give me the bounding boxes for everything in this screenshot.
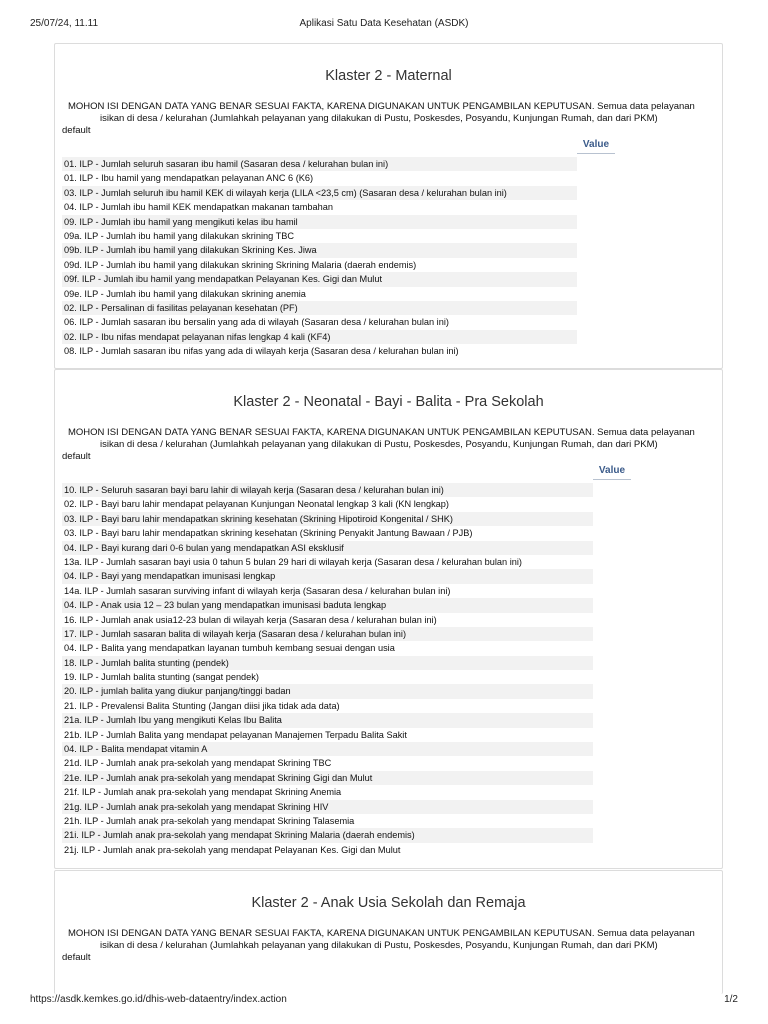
data-element-row: 21f. ILP - Jumlah anak pra-sekolah yang mendapat Skrining Anemia	[62, 785, 593, 799]
data-element-rows	[62, 483, 593, 857]
data-element-row: 16. ILP - Jumlah anak usia12-23 bulan di wilayah kerja (Sasaran desa / kelurahan bulan ini)	[62, 613, 593, 627]
print-page-number: 1/2	[724, 994, 738, 1005]
data-element-row: 04. ILP - Jumlah ibu hamil KEK mendapatkan makanan tambahan	[62, 200, 577, 214]
section-neonatal	[54, 369, 723, 869]
data-element-row: 21. ILP - Prevalensi Balita Stunting (Jangan diisi jika tidak ada data)	[62, 699, 593, 713]
data-element-row: 03. ILP - Bayi baru lahir mendapatkan skrining kesehatan (Skrining Penyakit Jantung Bawaan / PJB)	[62, 526, 593, 540]
data-element-row: 03. ILP - Bayi baru lahir mendapatkan skrining kesehatan (Skrining Hipotiroid Kongenital / SHK)	[62, 512, 593, 526]
data-element-row: 13a. ILP - Jumlah sasaran bayi usia 0 tahun 5 bulan 29 hari di wilayah kerja (Sasaran desa / kelurahan bulan ini)	[62, 555, 593, 569]
notice-line-1: MOHON ISI DENGAN DATA YANG BENAR SESUAI FAKTA, KARENA DIGUNAKAN UNTUK PENGAMBILAN KEPUTUSAN. Semua data pelayanan	[68, 101, 695, 112]
data-element-row: 04. ILP - Bayi kurang dari 0-6 bulan yang mendapatkan ASI eksklusif	[62, 541, 593, 555]
notice-line-1: MOHON ISI DENGAN DATA YANG BENAR SESUAI FAKTA, KARENA DIGUNAKAN UNTUK PENGAMBILAN KEPUTUSAN. Semua data pelayanan	[68, 928, 695, 939]
section-maternal	[54, 43, 723, 369]
print-page-title: Aplikasi Satu Data Kesehatan (ASDK)	[299, 18, 469, 29]
data-element-row: 17. ILP - Jumlah sasaran balita di wilayah kerja (Sasaran desa / kelurahan bulan ini)	[62, 627, 593, 641]
section-school-age	[54, 870, 723, 994]
print-header	[0, 0, 768, 40]
data-element-row: 04. ILP - Bayi yang mendapatkan imunisasi lengkap	[62, 569, 593, 583]
data-element-row: 21e. ILP - Jumlah anak pra-sekolah yang mendapat Skrining Gigi dan Mulut	[62, 771, 593, 785]
data-element-row: 01. ILP - Ibu hamil yang mendapatkan pelayanan ANC 6 (K6)	[62, 171, 577, 185]
data-element-row: 01. ILP - Jumlah seluruh sasaran ibu hamil (Sasaran desa / kelurahan bulan ini)	[62, 157, 577, 171]
data-element-row: 20. ILP - jumlah balita yang diukur panjang/tinggi badan	[62, 684, 593, 698]
section-title: Klaster 2 - Neonatal - Bayi - Balita - Pra Sekolah	[233, 394, 544, 410]
section-notice	[62, 101, 714, 125]
data-element-row: 09. ILP - Jumlah ibu hamil yang mengikuti kelas ibu hamil	[62, 215, 577, 229]
data-element-row: 09b. ILP - Jumlah ibu hamil yang dilakukan Skrining Kes. Jiwa	[62, 243, 577, 257]
data-element-row: 10. ILP - Seluruh sasaran bayi baru lahir di wilayah kerja (Sasaran desa / kelurahan bulan ini)	[62, 483, 593, 497]
data-element-row: 02. ILP - Persalinan di fasilitas pelayanan kesehatan (PF)	[62, 301, 577, 315]
data-element-row: 21h. ILP - Jumlah anak pra-sekolah yang mendapat Skrining Talasemia	[62, 814, 593, 828]
data-element-row: 02. ILP - Bayi baru lahir mendapat pelayanan Kunjungan Neonatal lengkap 3 kali (KN lengkap)	[62, 497, 593, 511]
print-url: https://asdk.kemkes.go.id/dhis-web-dataentry/index.action	[30, 994, 287, 1005]
data-element-row: 09f. ILP - Jumlah ibu hamil yang mendapatkan Pelayanan Kes. Gigi dan Mulut	[62, 272, 577, 286]
data-element-rows	[62, 157, 577, 358]
data-element-row: 19. ILP - Jumlah balita stunting (sangat pendek)	[62, 670, 593, 684]
data-element-row: 21a. ILP - Jumlah Ibu yang mengikuti Kelas Ibu Balita	[62, 713, 593, 727]
section-title: Klaster 2 - Maternal	[325, 68, 452, 84]
value-column-header: Value	[593, 465, 631, 480]
section-notice	[62, 928, 714, 952]
print-datetime: 25/07/24, 11.11	[30, 18, 99, 29]
category-combo-default-label: default	[62, 952, 91, 963]
data-element-row: 08. ILP - Jumlah sasaran ibu nifas yang ada di wilayah kerja (Sasaran desa / kelurahan bulan ini)	[62, 344, 577, 358]
data-element-row: 04. ILP - Balita mendapat vitamin A	[62, 742, 593, 756]
data-element-row: 09d. ILP - Jumlah ibu hamil yang dilakukan skrining Skrining Malaria (daerah endemis)	[62, 258, 577, 272]
category-combo-default-label: default	[62, 125, 91, 136]
notice-line-1: MOHON ISI DENGAN DATA YANG BENAR SESUAI FAKTA, KARENA DIGUNAKAN UNTUK PENGAMBILAN KEPUTUSAN. Semua data pelayanan	[68, 427, 695, 438]
notice-line-2: isikan di desa / kelurahan (Jumlahkah pelayanan yang dilakukan di Pustu, Poskesdes, Posyandu, Kunjungan Rumah, dan dari PKM)	[100, 940, 658, 951]
data-element-row: 21b. ILP - Jumlah Balita yang mendapat pelayanan Manajemen Terpadu Balita Sakit	[62, 728, 593, 742]
data-element-row: 21d. ILP - Jumlah anak pra-sekolah yang mendapat Skrining TBC	[62, 756, 593, 770]
value-column-header: Value	[577, 139, 615, 154]
section-notice	[62, 427, 714, 451]
data-element-row: 02. ILP - Ibu nifas mendapat pelayanan nifas lengkap 4 kali (KF4)	[62, 330, 577, 344]
data-element-row: 21g. ILP - Jumlah anak pra-sekolah yang mendapat Skrining HIV	[62, 800, 593, 814]
data-element-row: 18. ILP - Jumlah balita stunting (pendek)	[62, 656, 593, 670]
data-element-row: 09e. ILP - Jumlah ibu hamil yang dilakukan skrining anemia	[62, 287, 577, 301]
data-element-row: 03. ILP - Jumlah seluruh ibu hamil KEK di wilayah kerja (LILA <23,5 cm) (Sasaran desa / kelurahan bulan ini)	[62, 186, 577, 200]
data-element-row: 09a. ILP - Jumlah ibu hamil yang dilakukan skrining TBC	[62, 229, 577, 243]
data-element-row: 14a. ILP - Jumlah sasaran surviving infant di wilayah kerja (Sasaran desa / kelurahan bulan ini)	[62, 584, 593, 598]
data-element-row: 06. ILP - Jumlah sasaran ibu bersalin yang ada di wilayah (Sasaran desa / kelurahan bulan ini)	[62, 315, 577, 329]
category-combo-default-label: default	[62, 451, 91, 462]
data-element-row: 04. ILP - Anak usia 12 – 23 bulan yang mendapatkan imunisasi baduta lengkap	[62, 598, 593, 612]
notice-line-2: isikan di desa / kelurahan (Jumlahkah pelayanan yang dilakukan di Pustu, Poskesdes, Posyandu, Kunjungan Rumah, dan dari PKM)	[100, 439, 658, 450]
section-title: Klaster 2 - Anak Usia Sekolah dan Remaja	[251, 895, 526, 911]
print-footer	[0, 994, 768, 1014]
notice-line-2: isikan di desa / kelurahan (Jumlahkah pelayanan yang dilakukan di Pustu, Poskesdes, Posyandu, Kunjungan Rumah, dan dari PKM)	[100, 113, 658, 124]
data-element-row: 21i. ILP - Jumlah anak pra-sekolah yang mendapat Skrining Malaria (daerah endemis)	[62, 828, 593, 842]
data-element-row: 21j. ILP - Jumlah anak pra-sekolah yang mendapat Pelayanan Kes. Gigi dan Mulut	[62, 843, 593, 857]
data-element-row: 04. ILP - Balita yang mendapatkan layanan tumbuh kembang sesuai dengan usia	[62, 641, 593, 655]
